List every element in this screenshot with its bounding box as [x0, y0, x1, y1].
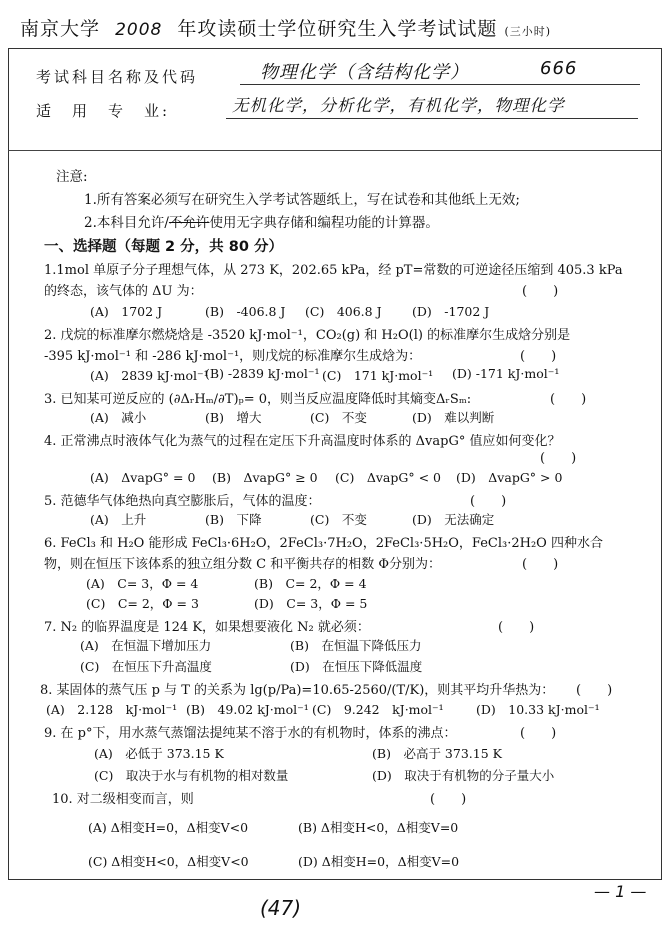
q6-text-b: 物，则在恒压下该体系的独立组分数 C 和平衡共存的相数 Φ分别为：	[44, 557, 442, 572]
q7-option-b: (B) 在恒温下降低压力	[290, 638, 422, 653]
q5-text-a: 5. 范德华气体绝热向真空膨胀后，气体的温度：	[44, 494, 321, 509]
q8-option-a: (A) 2.128 kJ·mol⁻¹	[46, 702, 178, 717]
q10-option-a: (A) Δ相变H=0，Δ相变V<0	[88, 820, 249, 835]
notice-line-2: 2.本科目允许/不允许使用无字典存储和编程功能的计算器。	[84, 215, 439, 231]
q9-option-d: (D) 取决于有机物的分子量大小	[372, 768, 555, 783]
q3-option-a: (A) 减小	[90, 410, 147, 425]
q9-option-c: (C) 取决于水与有机物的相对数量	[94, 768, 289, 783]
q5-option-b: (B) 下降	[205, 512, 262, 527]
exam-year: 2008	[115, 20, 163, 40]
q10-option-c: (C) Δ相变H<0，Δ相变V<0	[88, 854, 249, 869]
q8-bracket: ( )	[576, 683, 613, 698]
q4-option-a: (A) ΔvapG° = 0	[90, 470, 196, 485]
q8-option-c: (C) 9.242 kJ·mol⁻¹	[312, 702, 444, 717]
q6-bracket: ( )	[522, 557, 559, 572]
q3-option-d: (D) 难以判断	[412, 410, 495, 425]
q2-option-b: (B) -2839 kJ·mol⁻¹	[205, 366, 320, 381]
q7-option-d: (D) 在恒压下降低温度	[290, 659, 423, 674]
q7-option-c: (C) 在恒压下升高温度	[80, 659, 212, 674]
q10-option-b: (B) Δ相变H<0，Δ相变V=0	[298, 820, 459, 835]
q1-option-c: (C) 406.8 J	[305, 304, 382, 319]
q4-option-d: (D) ΔvapG° > 0	[456, 470, 563, 485]
q9-option-b: (B) 必高于 373.15 K	[372, 746, 502, 761]
major-label: 适 用 专 业:	[36, 102, 171, 120]
exam-header	[20, 14, 551, 41]
q4-option-c: (C) ΔvapG° < 0	[335, 470, 441, 485]
q8-option-d: (D) 10.33 kJ·mol⁻¹	[476, 702, 600, 717]
q6-option-a: (A) C= 3，Φ = 4	[86, 576, 199, 591]
q3-option-c: (C) 不变	[310, 410, 367, 425]
q6-option-d: (D) C= 3，Φ = 5	[254, 596, 368, 611]
handwritten-page-stamp: (47)	[260, 896, 302, 920]
q1-text-a: 1.1mol 单原子分子理想气体，从 273 K，202.65 kPa，经 pT=常数的可逆途径压缩到 405.3 kPa	[44, 263, 623, 278]
q9-bracket: ( )	[520, 726, 557, 741]
q10-option-d: (D) Δ相变H=0，Δ相变V=0	[298, 854, 460, 869]
q5-option-d: (D) 无法确定	[412, 512, 495, 527]
q8-text-a: 8. 某固体的蒸气压 p 与 T 的关系为 lg(p/Pa)=10.65-2560/(T/K)，则其平均升华热为：	[40, 683, 555, 698]
q3-option-b: (B) 增大	[205, 410, 262, 425]
notice-title: 注意:	[56, 169, 88, 185]
subject-name: 物理化学（含结构化学）	[260, 62, 469, 83]
q1-option-d: (D) -1702 J	[412, 304, 490, 319]
q8-option-b: (B) 49.02 kJ·mol⁻¹	[186, 702, 309, 717]
divider	[8, 150, 662, 151]
q6-option-b: (B) C= 2，Φ = 4	[254, 576, 367, 591]
q2-option-a: (A) 2839 kJ·mol⁻¹	[90, 368, 209, 383]
q10-text-a: 10. 对二级相变而言，则	[52, 792, 194, 807]
q3-bracket: ( )	[550, 392, 587, 407]
university-name: 南京大学	[20, 18, 101, 40]
q1-option-b: (B) -406.8 J	[205, 304, 286, 319]
q5-bracket: ( )	[470, 494, 507, 509]
q2-text-b: -395 kJ·mol⁻¹ 和 -286 kJ·mol⁻¹，则戊烷的标准摩尔生成焓为：	[44, 349, 422, 364]
exam-title: 年攻读硕士学位研究生入学考试试题	[177, 18, 498, 40]
q9-text-a: 9. 在 p°下，用水蒸气蒸馏法提纯某不溶于水的有机物时，体系的沸点：	[44, 726, 457, 741]
q5-option-a: (A) 上升	[90, 512, 147, 527]
q7-option-a: (A) 在恒温下增加压力	[80, 638, 212, 653]
page-number: — 1 —	[594, 882, 647, 901]
notice-line-1: 1.所有答案必须写在研究生入学考试答题纸上，写在试卷和其他纸上无效;	[84, 192, 520, 208]
exam-duration: (三小时)	[504, 25, 552, 38]
q7-bracket: ( )	[498, 620, 535, 635]
q2-option-c: (C) 171 kJ·mol⁻¹	[322, 368, 434, 383]
q7-text-a: 7. N₂ 的临界温度是 124 K，如果想要液化 N₂ 就必须：	[44, 620, 370, 635]
q6-text-a: 6. FeCl₃ 和 H₂O 能形成 FeCl₃·6H₂O，2FeCl₃·7H₂O，2FeCl₃·5H₂O，FeCl₃·2H₂O 四种水合	[44, 536, 603, 551]
major-underline	[226, 118, 638, 119]
subject-underline	[240, 84, 640, 85]
q1-bracket: ( )	[522, 284, 559, 299]
q2-bracket: ( )	[520, 349, 557, 364]
subject-label: 考试科目名称及代码	[36, 68, 199, 86]
q5-option-c: (C) 不变	[310, 512, 367, 527]
q1-option-a: (A) 1702 J	[90, 304, 163, 319]
q6-option-c: (C) C= 2，Φ = 3	[86, 596, 199, 611]
q2-option-d: (D) -171 kJ·mol⁻¹	[452, 366, 560, 381]
q1-text-b: 的终态，该气体的 ΔU 为：	[44, 284, 203, 299]
q2-text-a: 2. 戊烷的标准摩尔燃烧焓是 -3520 kJ·mol⁻¹，CO₂(g) 和 H₂O(l) 的标准摩尔生成焓分别是	[44, 328, 571, 343]
subject-code: 666	[540, 58, 578, 79]
q4-option-b: (B) ΔvapG° ≥ 0	[212, 470, 318, 485]
q10-bracket: ( )	[430, 792, 467, 807]
q9-option-a: (A) 必低于 373.15 K	[94, 746, 224, 761]
q4-bracket: ( )	[540, 451, 577, 466]
q4-text-a: 4. 正常沸点时液体气化为蒸气的过程在定压下升高温度时体系的 ΔvapG° 值应如何变化？	[44, 434, 561, 449]
major-value: 无机化学，分析化学，有机化学，物理化学	[232, 96, 565, 115]
section-title: 一、选择题（每题 2 分，共 80 分）	[44, 239, 283, 255]
q3-text-a: 3. 已知某可逆反应的 (∂ΔᵣHₘ/∂T)ₚ= 0，则当反应温度降低时其熵变ΔᵣSₘ:	[44, 392, 472, 407]
